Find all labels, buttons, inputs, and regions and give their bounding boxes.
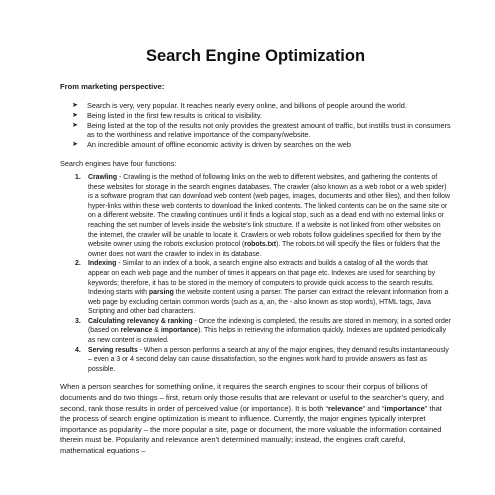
- function-name: Calculating relevancy & ranking: [88, 317, 193, 325]
- function-desc: the website content using a parser. The parser can extract the relevant information from a web page by excluding certain common words (such as a, an, the - also known as stop words), HTML tags, Java Scripting and other bad characters.: [88, 289, 449, 316]
- arrow-bullet-icon: ➤: [72, 102, 78, 109]
- function-name: Indexing: [88, 260, 117, 268]
- item-number: 3.: [75, 317, 81, 325]
- list-item: ➤ Search is very, very popular. It reaches nearly every online, and billions of people around the world.: [72, 101, 407, 110]
- function-item: [75, 317, 451, 346]
- item-number: 2.: [75, 260, 81, 268]
- function-desc: - When a person performs a search at any of the major engines, they demand results instantaneously – even a 3 or 4 second delay can cause dissatisfaction, so the engines work hard to provide answers as fast as possible.: [88, 346, 449, 373]
- bold-term: parsing: [148, 289, 174, 297]
- arrow-bullet-icon: ➤: [72, 111, 78, 119]
- function-item: [75, 346, 451, 375]
- section-subtitle: From marketing perspective:: [60, 82, 165, 91]
- bold-term: relevance: [120, 327, 153, 335]
- list-item: ➤ Being listed at the top of the results not only provides the greatest amount of traffic, but instills trust in consumers as to the worthiness and relative importance of the company/website.: [72, 120, 451, 140]
- function-desc: &: [152, 327, 161, 335]
- bold-term: importance: [160, 327, 198, 335]
- bold-term: robots.txt: [244, 241, 277, 249]
- item-number: 4.: [75, 346, 81, 354]
- closing-paragraph: When a person searches for something online, it requires the search engines to scour their corpus of billions of documents and do two things – first, return only those results that are relevant or useful to the searcher’s query, and second, rank those results in order of perceived value (or importance). It is both “relevance” and “importance” that the process of search engine optimization is meant to influence. Currently, the major engines typically interpret importance as popularity – the more popular a site, page or document, the more valuable the information contained therein must be. Popularity and relevance aren’t determined manually; instead, the engines craft careful, mathematical equations –: [60, 382, 444, 456]
- item-number: 1.: [75, 173, 81, 181]
- function-name: Serving results: [88, 346, 138, 354]
- list-item: ➤ Being listed in the first few results is critical to visibility.: [72, 110, 263, 120]
- function-item: [75, 173, 451, 259]
- function-desc: - Crawling is the method of following links on the web to different websites, and gathering the contents of these websites for storage in the search engines databases. The crawler (also known as a web robot or a web spider) is a software program that can download web content (web pages, images, documents and other files), and then follow hyper-links within these web contents to download the linked contents. The linked contents can be on the same site or on a different website. The crawling continues until it finds a logical stop, such as a dead end with no external links or reaching the set number of levels inside the website's link structure. If a website is not linked from other websites on the internet, the crawler will be unable to locate it. Crawlers or web robots follow guidelines specified for them by the website owner using the robots exclusion protocol (: [88, 173, 450, 249]
- bold-term: importance: [384, 403, 425, 413]
- functions-list: [60, 173, 451, 374]
- list-item: ➤ An incredible amount of offline economic activity is driven by searches on the web: [72, 140, 351, 150]
- function-desc: - Once the indexing is completed, the results are stored in memory, in a sorted order (based on: [88, 317, 451, 335]
- function-desc: ). This helps in retrieving the information quickly. Indexes are updated periodically as new content is crawled.: [88, 327, 446, 345]
- arrow-bullet-icon: ➤: [72, 141, 78, 149]
- functions-intro: Search engines have four functions:: [60, 158, 177, 168]
- function-item: [75, 259, 451, 317]
- bullet-list: [60, 101, 451, 150]
- arrow-bullet-icon: ➤: [72, 121, 78, 129]
- page-title: Search Engine Optimization: [145, 47, 366, 65]
- function-name: Crawling: [88, 173, 118, 181]
- bold-term: relevance: [328, 403, 363, 413]
- function-desc: ). The robots.txt will specify the files or folders that the owner does not want the crawler to index in its database.: [88, 241, 441, 258]
- function-desc: - Similar to an index of a book, a search engine also extracts and builds a catalog of all the words that appear on each web page and the number of times it appears on that page etc. Indexes are used for searching by keywords; therefore, it has to be stored in the memory of computers to provide quick access to the search results. Indexing starts with: [88, 260, 436, 297]
